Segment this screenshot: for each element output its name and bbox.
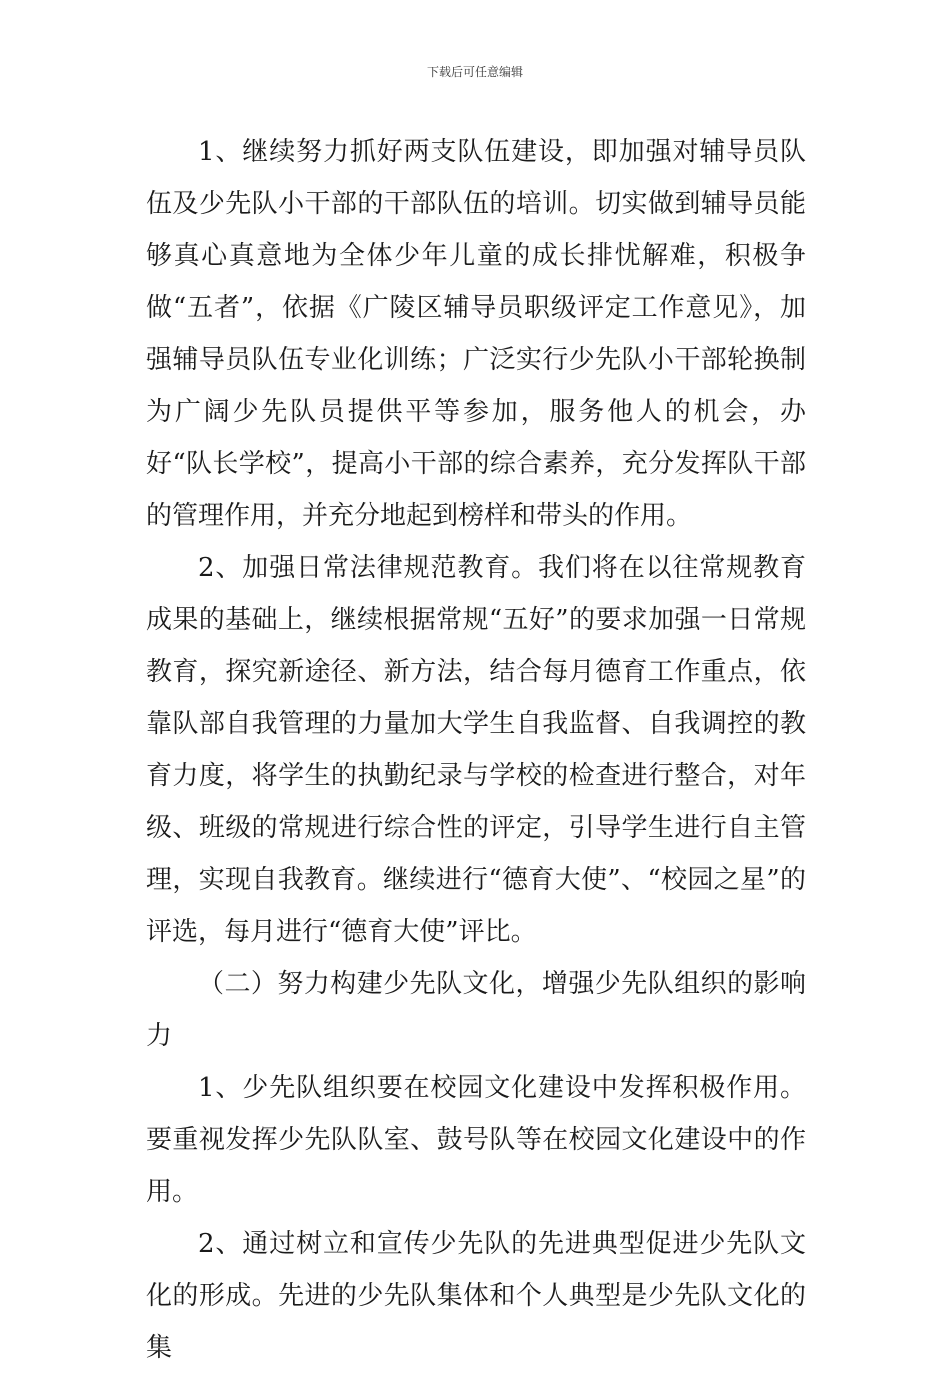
paragraph-1: 1、继续努力抓好两支队伍建设，即加强对辅导员队伍及少先队小干部的干部队伍的培训。切实做到辅导员能够真心真意地为全体少年儿童的成长排忧解难，积极争做“五者”，依据《广陵区辅导员职级评定工作意见》，加强辅导员队伍专业化训练；广泛实行少先队小干部轮换制为广阔少先队员提供平等参加，服务他人的机会，办好“队长学校”，提高小干部的综合素养，充分发挥队干部的管理作用，并充分地起到榜样和带头的作用。 — [146, 137, 806, 531]
document-body — [146, 126, 806, 1374]
paragraph-2: 2、加强日常法律规范教育。我们将在以往常规教育成果的基础上，继续根据常规“五好”的要求加强一日常规教育，探究新途径、新方法，结合每月德育工作重点，依靠队部自我管理的力量加大学生自我监督、自我调控的教育力度，将学生的执勤纪录与学校的检查进行整合，对年级、班级的常规进行综合性的评定，引导学生进行自主管理，实现自我教育。继续进行“德育大使”、“校园之星”的评选，每月进行“德育大使”评比。 — [146, 553, 806, 947]
paragraph-4: 2、通过树立和宣传少先队的先进典型促进少先队文化的形成。先进的少先队集体和个人典型是少先队文化的集 — [146, 1229, 806, 1363]
section-heading-2: （二）努力构建少先队文化，增强少先队组织的影响力 — [146, 969, 806, 1051]
paragraph-3: 1、少先队组织要在校园文化建设中发挥积极作用。要重视发挥少先队队室、鼓号队等在校园文化建设中的作用。 — [146, 1073, 806, 1207]
page-header-note: 下载后可任意编辑 — [426, 65, 523, 79]
